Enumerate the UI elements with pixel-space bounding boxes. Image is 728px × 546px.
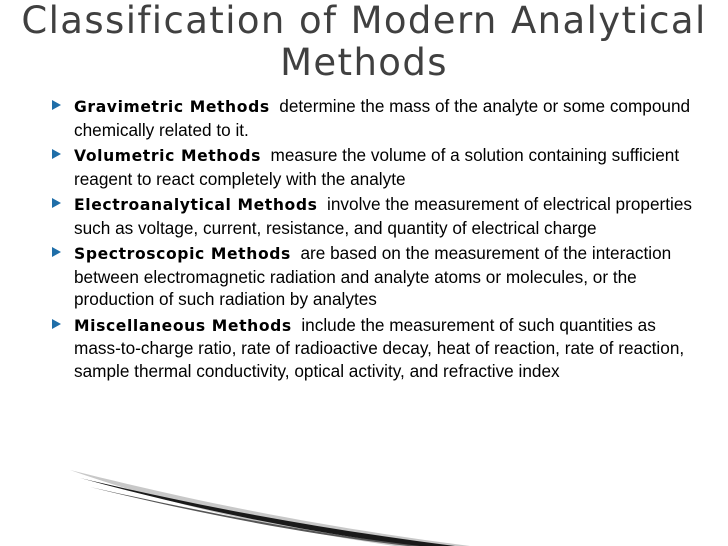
bullet-item-gravimetric — [52, 95, 702, 141]
bullet-list — [52, 95, 702, 385]
swoosh-band-thin — [90, 487, 420, 546]
triangle-bullet-icon — [52, 149, 61, 159]
bullet-term: Spectroscopic Methods — [74, 245, 291, 263]
triangle-bullet-icon — [52, 247, 61, 257]
bullet-item-spectroscopic — [52, 242, 702, 311]
bullet-item-miscellaneous — [52, 314, 702, 383]
swoosh-band-light — [70, 470, 470, 546]
triangle-bullet-icon — [52, 198, 61, 208]
triangle-bullet-icon — [52, 319, 61, 329]
bullet-description: measure the volume of a solution containing sufficient reagent to react completely with the analyte — [74, 145, 680, 189]
bullet-description: include the measurement of such quantities as mass-to-charge ratio, rate of radioactive decay, heat of reaction, rate of reaction, sample thermal conductivity, optical activity, and refractive index — [74, 314, 685, 381]
triangle-bullet-icon — [52, 100, 61, 110]
bullet-description: determine the mass of the analyte or some compound chemically related to it. — [74, 96, 691, 140]
bullet-term: Volumetric Methods — [74, 147, 261, 165]
bullet-description: are based on the measurement of the interaction between electromagnetic radiation and analyte atoms or molecules, or the production of such radiation by analytes — [74, 243, 672, 309]
slide-title: Classification of Modern Analytical Methods — [21, 0, 707, 84]
bullet-term: Miscellaneous Methods — [74, 316, 292, 335]
bullet-item-electroanalytical — [52, 193, 702, 239]
bullet-description: involve the measurement of electrical properties such as voltage, current, resistance, and quantity of electrical charge — [74, 194, 692, 238]
bullet-item-volumetric — [52, 144, 702, 190]
swoosh-band-dark — [80, 478, 455, 546]
bullet-term: Gravimetric Methods — [74, 98, 270, 116]
bullet-term: Electroanalytical Methods — [74, 196, 318, 214]
